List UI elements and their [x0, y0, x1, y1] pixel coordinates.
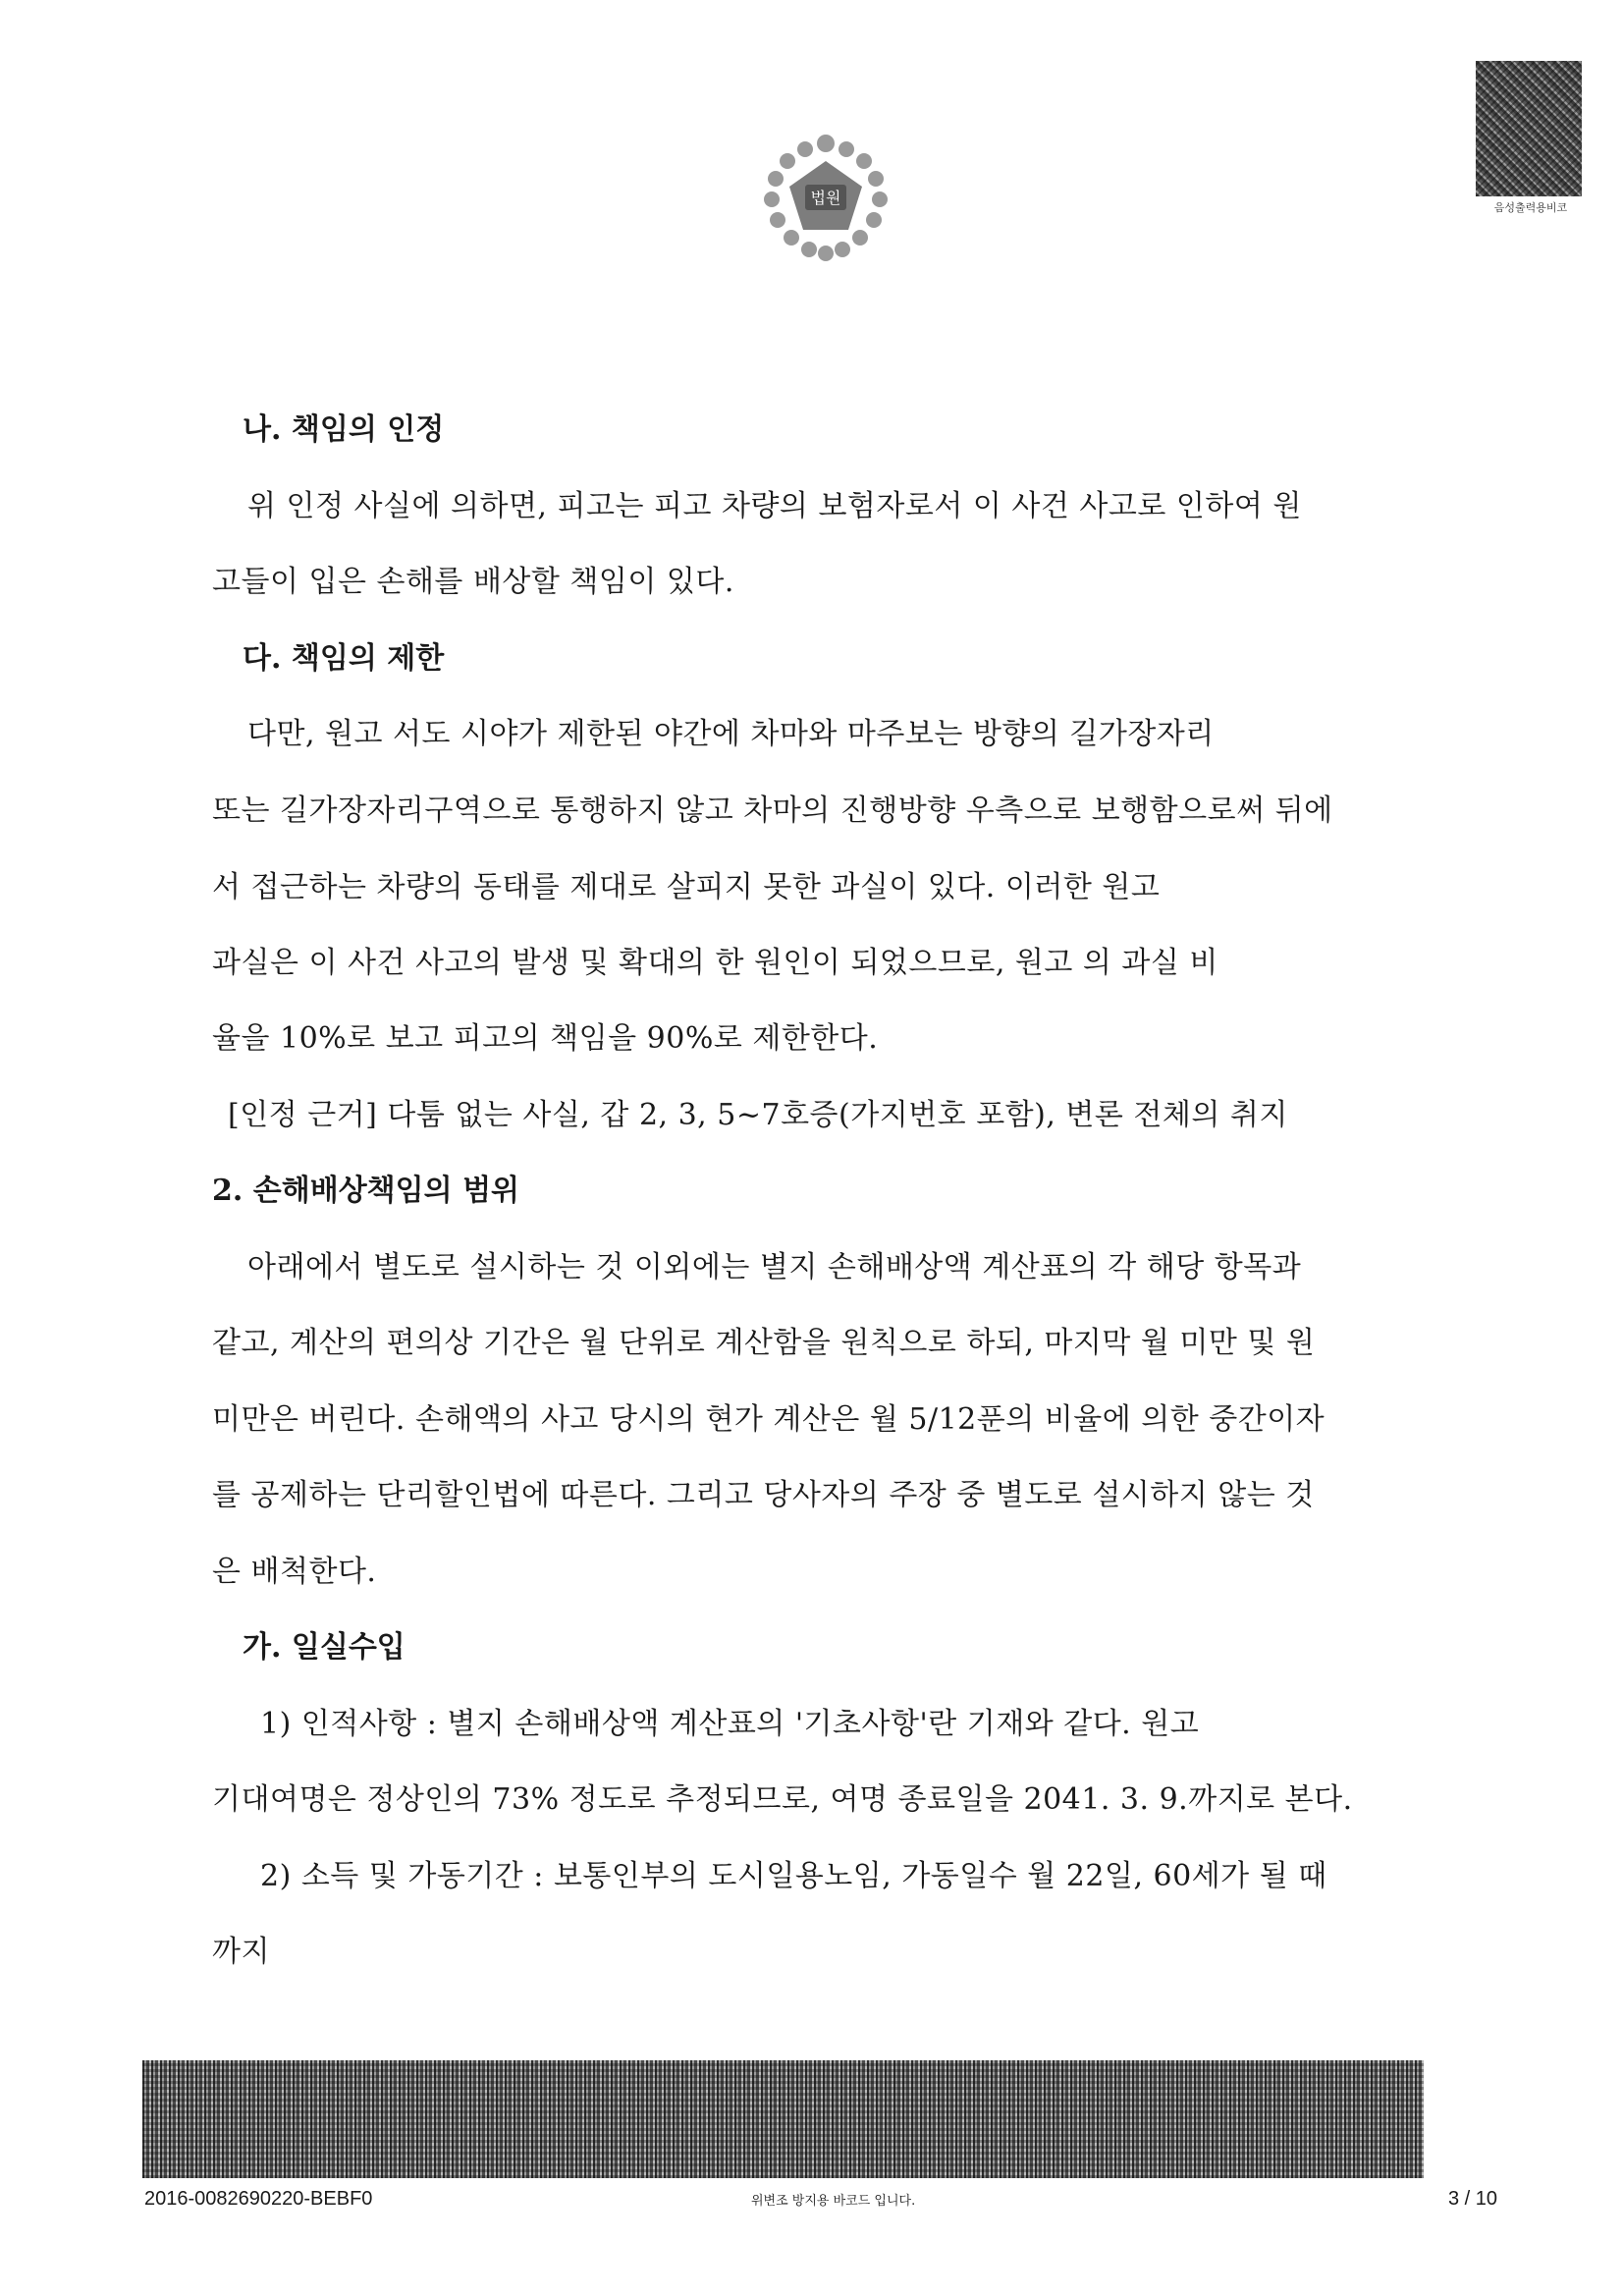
section-na-title: 나. 책임의 인정 — [243, 412, 445, 447]
anti-forgery-barcode — [142, 2060, 1424, 2178]
ga-line-2: 기대여명은 정상인의 73% 정도로 추정되므로, 여명 종료일을 2041. 3. 9.까지로 본다. — [212, 1782, 1353, 1817]
section-da-title: 다. 책임의 제한 — [243, 641, 445, 676]
ga-line-1: 1) 인적사항 : 별지 손해배상액 계산표의 '기초사항'란 기재와 같다. 원고 — [260, 1707, 1200, 1741]
qr-caption: 음성출력용비코 — [1493, 201, 1568, 214]
s2-line-4: 를 공제하는 단리할인법에 따른다. 그리고 당사자의 주장 중 별도로 설시하지 않는 것 — [212, 1478, 1315, 1512]
page-number: 3 / 10 — [1448, 2188, 1498, 2210]
ga-line-3: 2) 소득 및 가동기간 : 보통인부의 도시일용노임, 가동일수 월 22일, 60세가 될 때 — [260, 1859, 1327, 1893]
qr-code — [1476, 61, 1582, 196]
court-emblem-icon — [754, 126, 897, 269]
da-line-5: 율을 10%로 보고 피고의 책임을 90%로 제한한다. — [212, 1021, 879, 1056]
da-line-1: 다만, 원고 서도 시야가 제한된 야간에 차마와 마주보는 방향의 길가장자리 — [247, 717, 1215, 751]
da-line-4: 과실은 이 사건 사고의 발생 및 확대의 한 원인이 되었으므로, 원고 의 과실 비 — [212, 946, 1218, 980]
section-ga-title: 가. 일실수입 — [243, 1630, 406, 1665]
emblem-label: 법원 — [810, 189, 841, 207]
s2-line-5: 은 배척한다. — [212, 1555, 377, 1589]
da-line-6: [인정 근거] 다툼 없는 사실, 갑 2, 3, 5~7호증(가지번호 포함), 변론 전체의 취지 — [228, 1098, 1288, 1132]
na-line-2: 고들이 입은 손해를 배상할 책임이 있다. — [212, 565, 734, 599]
barcode-note: 위변조 방지용 바코드 입니다. — [751, 2194, 916, 2209]
s2-line-1: 아래에서 별도로 설시하는 것 이외에는 별지 손해배상액 계산표의 각 해당 항목과 — [247, 1250, 1302, 1285]
na-line-1: 위 인정 사실에 의하면, 피고는 피고 차량의 보험자로서 이 사건 사고로 인하여 원 — [247, 489, 1302, 523]
s2-line-2: 같고, 계산의 편의상 기간은 월 단위로 계산함을 원칙으로 하되, 마지막 월 미만 및 원 — [212, 1326, 1316, 1360]
da-line-2: 또는 길가장자리구역으로 통행하지 않고 차마의 진행방향 우측으로 보행함으로써 뒤에 — [212, 793, 1333, 828]
ga-line-4: 까지 — [212, 1935, 270, 1969]
document-id: 2016-0082690220-BEBF0 — [144, 2188, 373, 2210]
section-2-title: 2. 손해배상책임의 범위 — [212, 1174, 520, 1208]
s2-line-3: 미만은 버린다. 손해액의 사고 당시의 현가 계산은 월 5/12푼의 비율에 의한 중간이자 — [212, 1402, 1325, 1437]
da-line-3: 서 접근하는 차량의 동태를 제대로 살피지 못한 과실이 있다. 이러한 원고 — [212, 870, 1161, 904]
